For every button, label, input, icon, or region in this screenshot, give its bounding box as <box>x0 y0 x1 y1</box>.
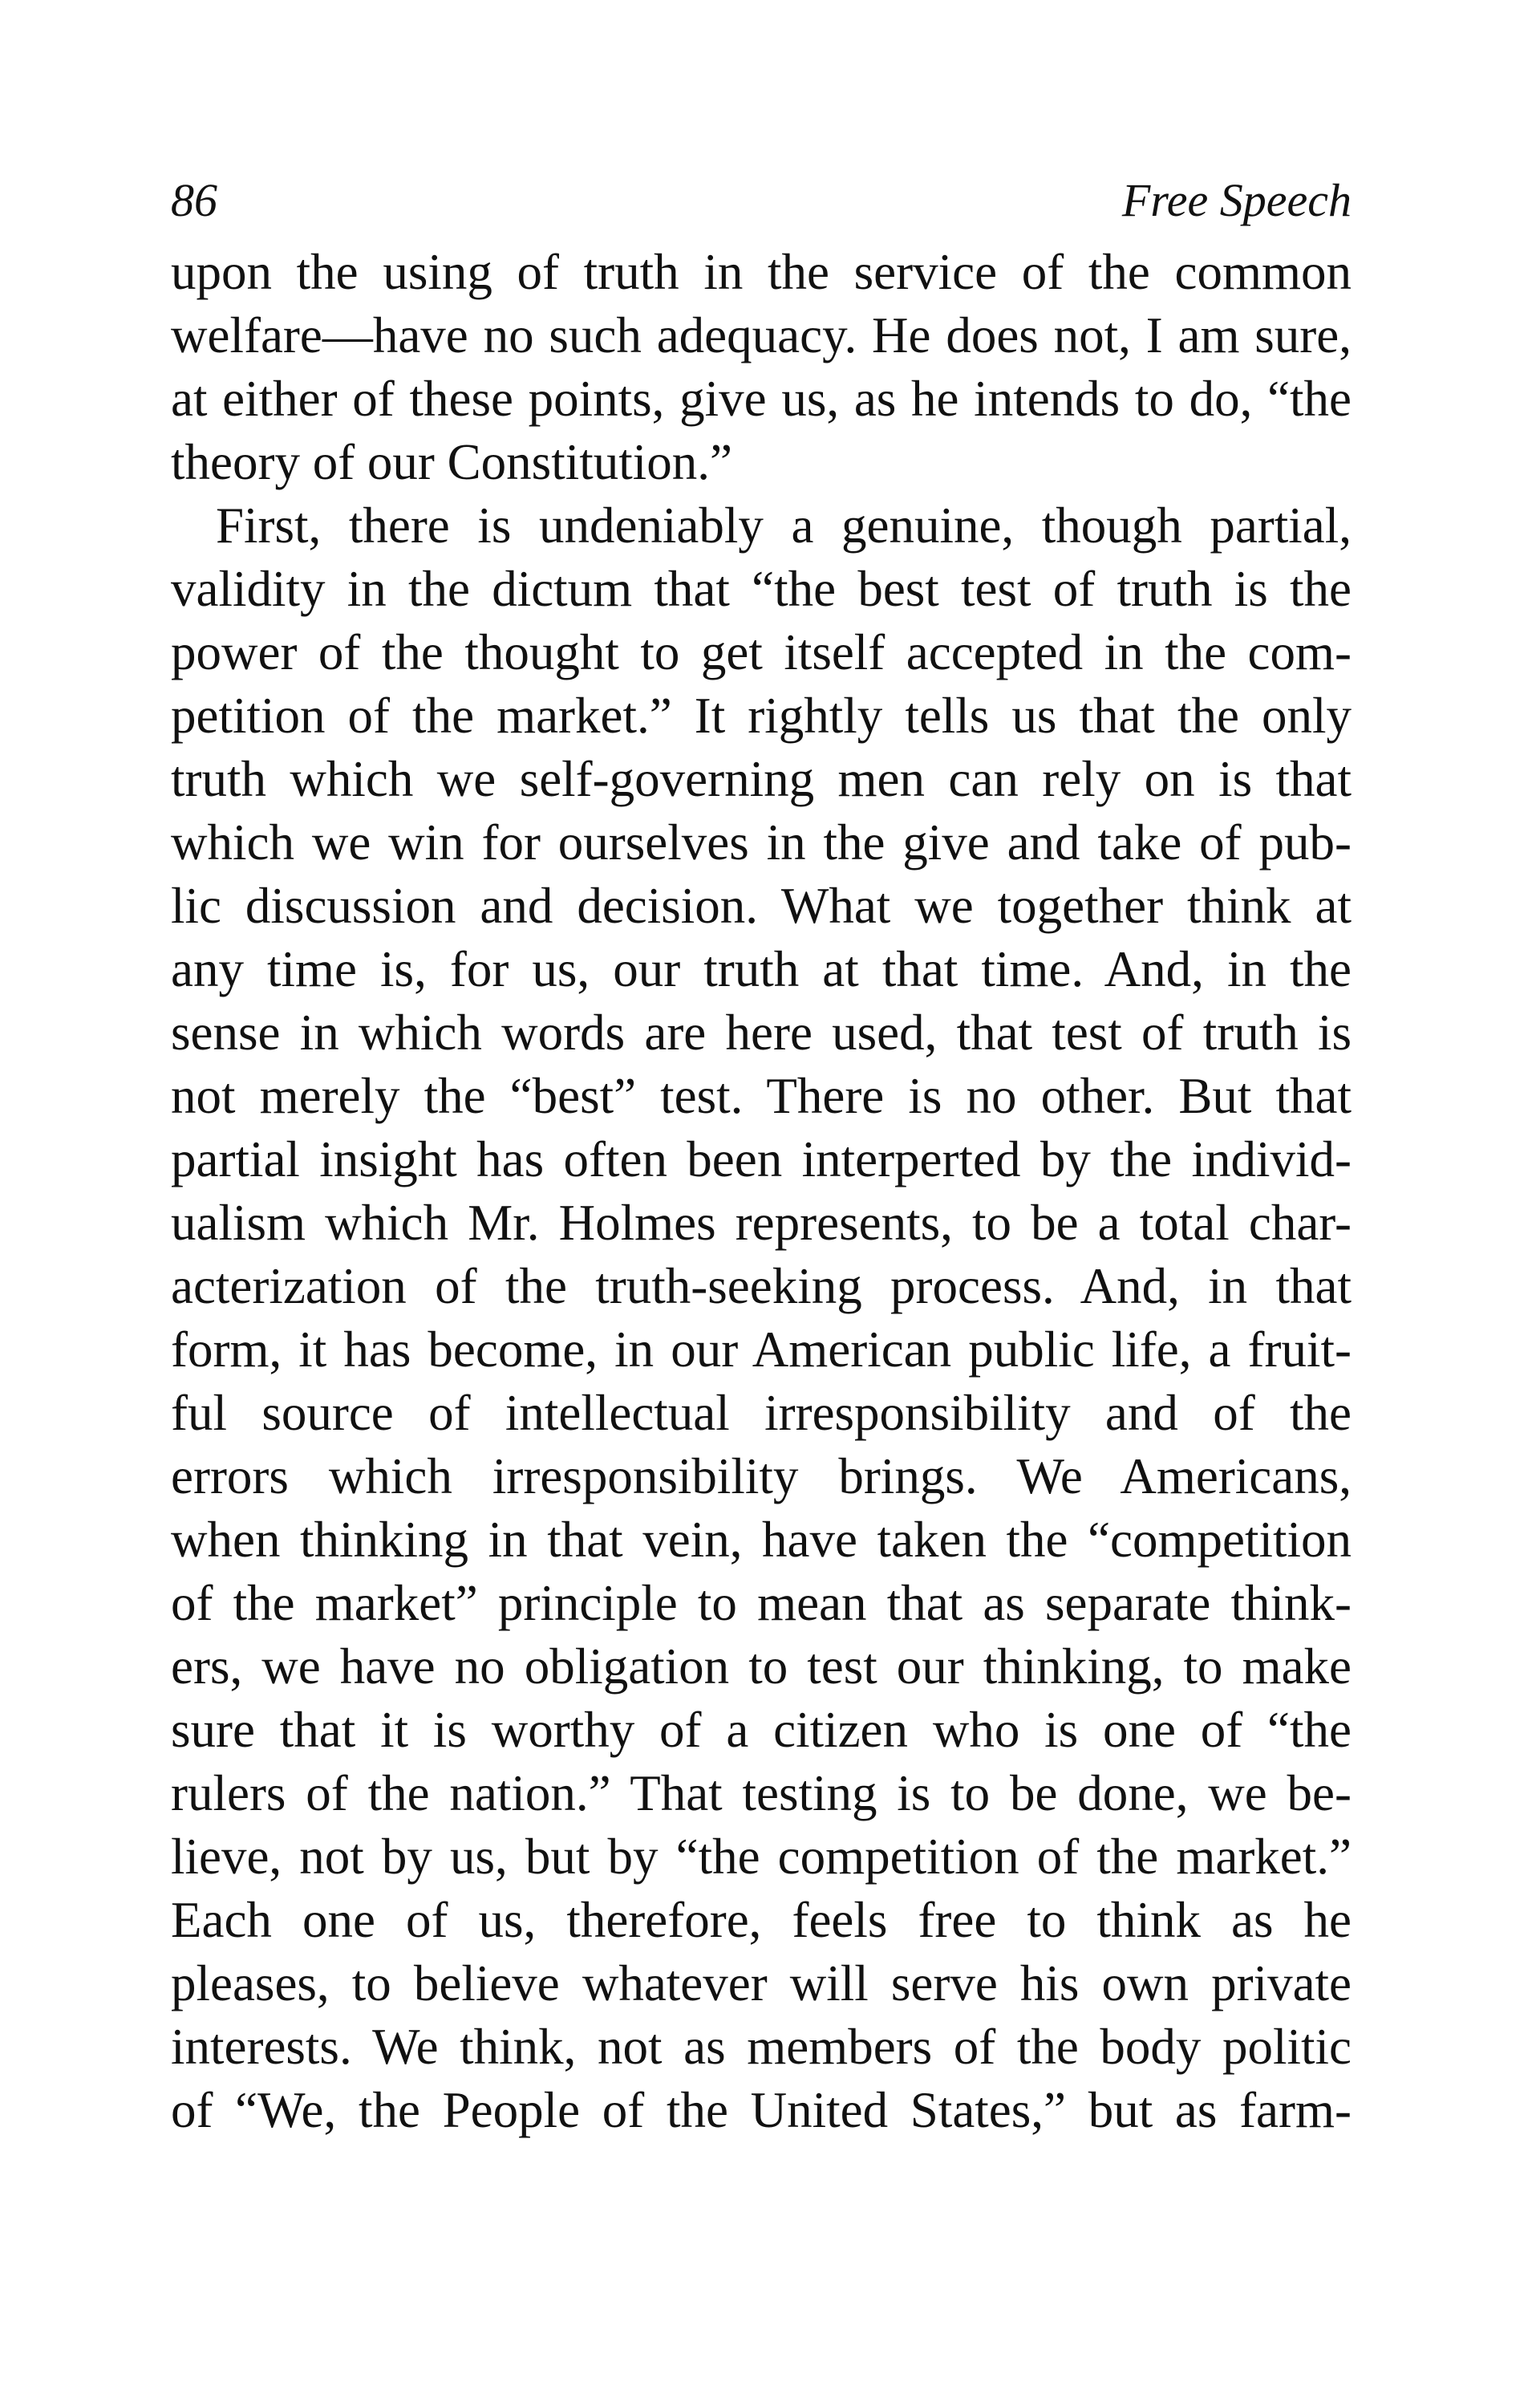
text-line: Each one of us, therefore, feels free to think as he <box>171 1892 1352 1948</box>
text-line: of “We, the People of the United States,” but as farm- <box>171 2082 1352 2138</box>
text-line: when thinking in that vein, have taken the “competition <box>171 1512 1352 1568</box>
page-number: 86 <box>171 174 217 226</box>
text-line: ualism which Mr. Holmes represents, to be a total char- <box>171 1195 1352 1251</box>
text-line: any time is, for us, our truth at that time. And, in the <box>171 941 1352 997</box>
text-line: lic discussion and decision. What we together think at <box>171 878 1352 934</box>
text-line: of the market” principle to mean that as separate think- <box>171 1575 1352 1631</box>
running-head <box>171 160 1352 241</box>
body-text <box>171 241 1352 2142</box>
text-line: truth which we self-governing men can rely on is that <box>171 751 1352 807</box>
text-line: lieve, not by us, but by “the competition of the market.” <box>171 1829 1352 1885</box>
text-line: petition of the market.” It rightly tells us that the only <box>171 688 1352 744</box>
text-line: upon the using of truth in the service of the common <box>171 244 1352 300</box>
text-line: partial insight has often been interperted by the individ- <box>171 1131 1352 1187</box>
text-line: form, it has become, in our American public life, a fruit- <box>171 1321 1352 1378</box>
text-line: acterization of the truth-seeking process. And, in that <box>171 1258 1352 1314</box>
text-line: sure that it is worthy of a citizen who is one of “the <box>171 1702 1352 1758</box>
paragraph-first-line: First, there is undeniably a genuine, though partial, <box>216 497 1352 554</box>
text-line: which we win for ourselves in the give and take of pub- <box>171 814 1352 871</box>
text-line: errors which irresponsibility brings. We Americans, <box>171 1448 1352 1504</box>
text-line: at either of these points, give us, as he intends to do, “the <box>171 371 1352 427</box>
text-line: power of the thought to get itself accepted in the com- <box>171 624 1352 680</box>
text-line: rulers of the nation.” That testing is to be done, we be- <box>171 1765 1352 1821</box>
text-line: ful source of intellectual irresponsibility and of the <box>171 1385 1352 1441</box>
text-line: welfare—have no such adequacy. He does not, I am sure, <box>171 307 1352 363</box>
running-title: Free Speech <box>1121 174 1352 226</box>
text-line: not merely the “best” test. There is no other. But that <box>171 1068 1352 1124</box>
text-line: theory of our Constitution.” <box>171 434 732 490</box>
text-line: pleases, to believe whatever will serve his own private <box>171 1955 1352 2011</box>
text-line: sense in which words are here used, that test of truth is <box>171 1005 1352 1061</box>
text-line: ers, we have no obligation to test our thinking, to make <box>171 1638 1352 1695</box>
text-line: interests. We think, not as members of the body politic <box>171 2019 1352 2075</box>
text-line: validity in the dictum that “the best test of truth is the <box>171 561 1352 617</box>
